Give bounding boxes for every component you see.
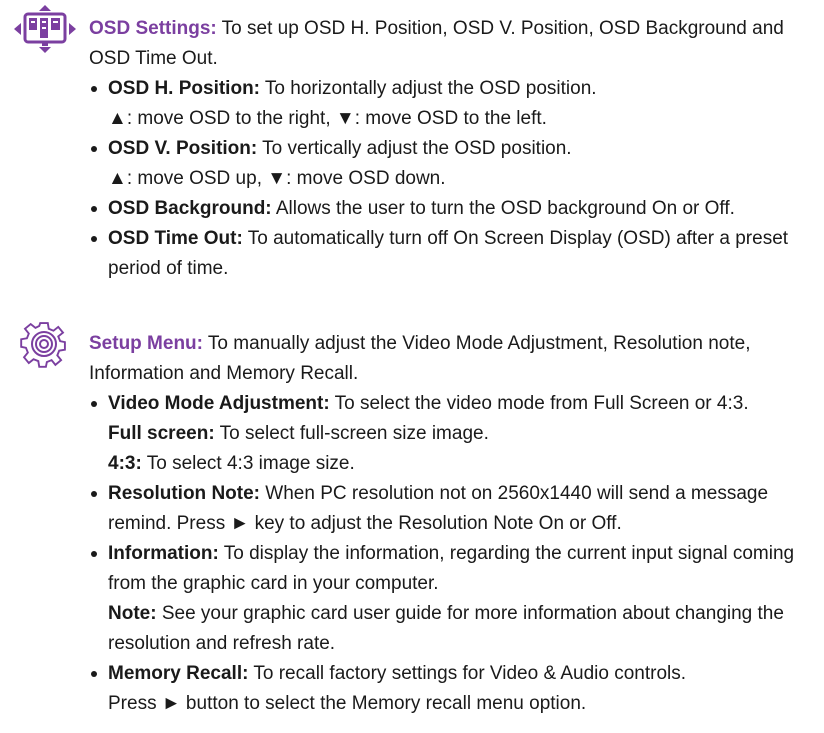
item-subline: Press ► button to select the Memory recall menu option.: [108, 693, 587, 714]
item-subtext: : move OSD up,: [126, 168, 268, 189]
setup-menu-list: [89, 389, 809, 719]
item-text: To select the video mode from Full Screen or 4:3.: [329, 393, 749, 414]
item-subline: [108, 449, 809, 479]
note-text: See your graphic card user guide for more information about changing the resolution and refresh rate.: [108, 603, 784, 654]
osd-settings-title: OSD Settings:: [89, 18, 217, 39]
setup-menu-desc: To manually adjust the Video Mode Adjustment, Resolution note, Information and Memory Recall.: [89, 333, 751, 384]
note-term: Note:: [108, 603, 157, 624]
up-arrow-icon: ▲: [108, 168, 127, 189]
item-note: [108, 599, 809, 659]
setup-menu-title: Setup Menu:: [89, 333, 203, 354]
up-arrow-icon: ▲: [108, 108, 127, 129]
down-arrow-icon: ▼: [335, 108, 355, 129]
sub-term: 4:3:: [108, 453, 142, 474]
sub-term: Full screen:: [108, 423, 215, 444]
list-item: [89, 479, 809, 539]
item-term: OSD Time Out:: [108, 228, 243, 249]
item-subtext: : move OSD to the right,: [126, 108, 336, 129]
sub-text: To select 4:3 image size.: [141, 453, 355, 474]
item-subline: [108, 419, 809, 449]
item-subline: [108, 104, 809, 134]
list-item: [89, 74, 809, 134]
item-text: When PC resolution not on 2560x1440 will send a message remind. Press ► key to adjust the Resolution Note On or Off.: [108, 483, 769, 534]
down-arrow-icon: ▼: [267, 168, 287, 189]
list-item: [89, 194, 809, 224]
item-text: To recall factory settings for Video & Audio controls.: [248, 663, 687, 684]
item-term: Resolution Note:: [108, 483, 260, 504]
item-term: OSD Background:: [108, 198, 272, 219]
item-term: OSD V. Position:: [108, 138, 258, 159]
item-text: To automatically turn off On Screen Display (OSD) after a preset period of time.: [108, 228, 789, 279]
osd-settings-icon: [12, 3, 78, 55]
list-item: [89, 389, 809, 479]
item-term: Video Mode Adjustment:: [108, 393, 330, 414]
item-subtext: : move OSD down.: [286, 168, 446, 189]
item-term: Memory Recall:: [108, 663, 249, 684]
osd-settings-desc: To set up OSD H. Position, OSD V. Position, OSD Background and OSD Time Out.: [89, 18, 784, 69]
sub-text: To select full-screen size image.: [214, 423, 489, 444]
item-text: To display the information, regarding the current input signal coming from the graphic card in your computer.: [108, 543, 795, 594]
item-term: OSD H. Position:: [108, 78, 260, 99]
item-subtext: : move OSD to the left.: [354, 108, 547, 129]
item-text: To vertically adjust the OSD position.: [257, 138, 572, 159]
osd-settings-heading: [89, 14, 809, 74]
setup-menu-heading: [89, 329, 809, 389]
list-item: [89, 224, 809, 284]
list-item: [89, 659, 809, 719]
osd-settings-list: [89, 74, 809, 284]
gear-icon: [18, 318, 70, 370]
list-item: [89, 134, 809, 194]
item-term: Information:: [108, 543, 219, 564]
item-subline: [108, 164, 809, 194]
item-text: To horizontally adjust the OSD position.: [260, 78, 597, 99]
list-item: [89, 539, 809, 659]
item-text: Allows the user to turn the OSD background On or Off.: [271, 198, 735, 219]
